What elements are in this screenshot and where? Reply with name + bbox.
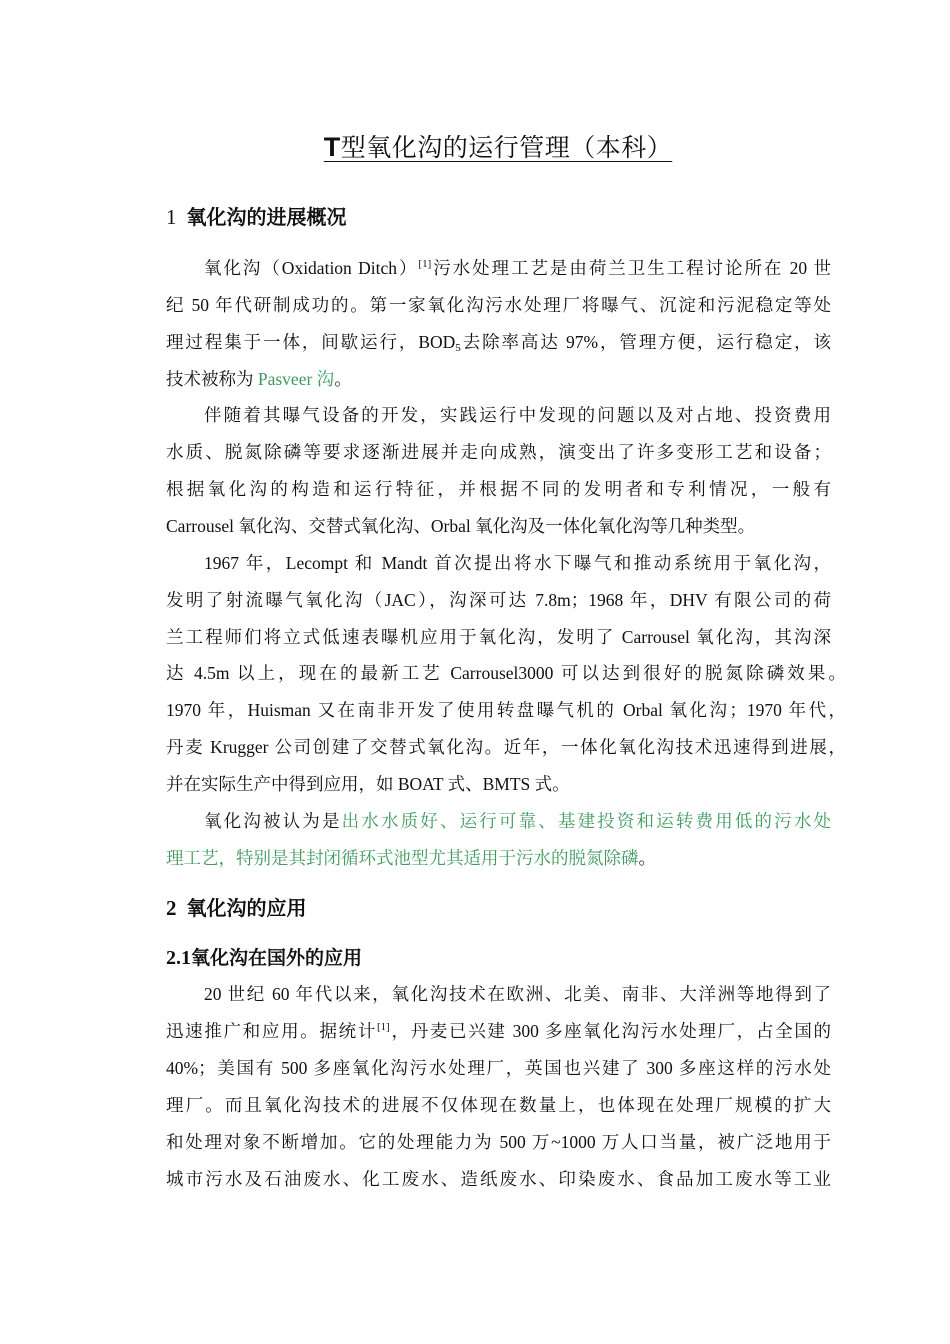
- paragraph-line: 达 4.5m 以上，现在的最新工艺 Carrousel3000 可以达到很好的脱氮除磷效果。: [166, 663, 846, 683]
- paragraph-line: [166, 331, 831, 353]
- section-2-heading: [166, 892, 307, 921]
- paragraph-line: 丹麦 Krugger 公司创建了交替式氧化沟。近年，一体化氧化沟技术迅速得到进展，: [166, 737, 846, 757]
- paragraph-line: 1967 年，Lecompt 和 Mandt 首次提出将水下曝气和推动系统用于氧化沟，: [204, 553, 831, 573]
- paragraph-line: 水质、脱氮除磷等要求逐渐进展并走向成熟，演变出了许多变形工艺和设备；: [166, 442, 831, 462]
- document-title: [0, 128, 950, 164]
- text-run: 。: [638, 848, 656, 868]
- paragraph-line: 纪 50 年代研制成功的。第一家氧化沟污水处理厂将曝气、沉淀和污泥稳定等处: [166, 295, 831, 315]
- subscript: 5: [455, 342, 461, 354]
- text-run: 技术被称为: [166, 369, 258, 389]
- paragraph-line: Carrousel 氧化沟、交替式氧化沟、Orbal 氧化沟及一体化氧化沟等几种类型。: [166, 516, 756, 536]
- citation-sup[interactable]: [1]: [377, 1021, 390, 1033]
- title-text: 型氧化沟的运行管理（本科）: [340, 133, 673, 162]
- highlighted-link[interactable]: 理工艺，特别是其封闭循环式池型尤其适用于污水的脱氮除磷: [166, 848, 639, 868]
- title-underlined: [324, 133, 673, 162]
- paragraph-line: [204, 257, 831, 279]
- text-run: 污水处理工艺是由荷兰卫生工程讨论所在 20 世: [431, 258, 832, 278]
- paragraph-line: 根据氧化沟的构造和运行特征，并根据不同的发明者和专利情况，一般有: [166, 479, 831, 499]
- paragraph-line: 20 世纪 60 年代以来，氧化沟技术在欧洲、北美、南非、大洋洲等地得到了: [204, 984, 831, 1004]
- section-number: 2: [166, 896, 177, 920]
- text-run: 去除率高达 97%，管理方便，运行稳定，该: [460, 332, 832, 352]
- citation-sup[interactable]: [1]: [418, 258, 432, 270]
- paragraph-line: 理厂。而且氧化沟技术的进展不仅体现在数量上，也体现在处理厂规模的扩大: [166, 1095, 831, 1115]
- paragraph-line: [166, 847, 831, 869]
- text-run: 理过程集于一体，间歇运行，BOD: [166, 332, 456, 352]
- text-run: 。: [334, 369, 352, 389]
- paragraph-line: [166, 1020, 831, 1042]
- paragraph-line: 发明了射流曝气氧化沟（JAC），沟深可达 7.8m；1968 年，DHV 有限公司的荷: [166, 590, 831, 610]
- paragraph-line: 40%；美国有 500 多座氧化沟污水处理厂，英国也兴建了 300 多座这样的污水处: [166, 1058, 831, 1078]
- paragraph-line: 和处理对象不断增加。它的处理能力为 500 万~1000 万人口当量，被广泛地用于: [166, 1132, 831, 1152]
- paragraph-line: [166, 368, 831, 390]
- paragraph-line: 城市污水及石油废水、化工废水、造纸废水、印染废水、食品加工废水等工业: [166, 1169, 831, 1189]
- paragraph-line: [204, 810, 831, 832]
- text-run: ，丹麦已兴建 300 多座氧化沟污水处理厂，占全国的: [389, 1021, 832, 1041]
- highlighted-link[interactable]: Pasveer 沟: [257, 369, 335, 389]
- section-title: 氧化沟的应用: [186, 896, 307, 920]
- section-number: 1: [166, 205, 177, 229]
- title-prefix: T: [323, 132, 341, 162]
- text-run: 氧化沟（Oxidation Ditch）: [204, 258, 419, 278]
- paragraph-line: 并在实际生产中得到应用，如 BOAT 式、BMTS 式。: [166, 774, 570, 794]
- subsection-number: 2.1: [166, 947, 191, 969]
- paragraph-line: 伴随着其曝气设备的开发，实践运行中发现的问题以及对占地、投资费用: [204, 405, 831, 425]
- paragraph-line: 1970 年，Huisman 又在南非开发了使用转盘曝气机的 Orbal 氧化沟；1970 年代，: [166, 700, 846, 720]
- subsection-title: 氧化沟在国外的应用: [191, 947, 363, 969]
- text-run: 迅速推广和应用。据统计: [166, 1021, 377, 1041]
- section-1-heading: [166, 201, 347, 230]
- section-title: 氧化沟的进展概况: [186, 205, 347, 229]
- highlighted-link[interactable]: 出水水质好、运行可靠、基建投资和运转费用低的污水处: [341, 811, 832, 831]
- paragraph-line: 兰工程师们将立式低速表曝机应用于氧化沟，发明了 Carrousel 氧化沟，其沟深: [166, 627, 831, 647]
- subsection-2-1-heading: [166, 943, 362, 970]
- text-run: 氧化沟被认为是: [204, 811, 342, 831]
